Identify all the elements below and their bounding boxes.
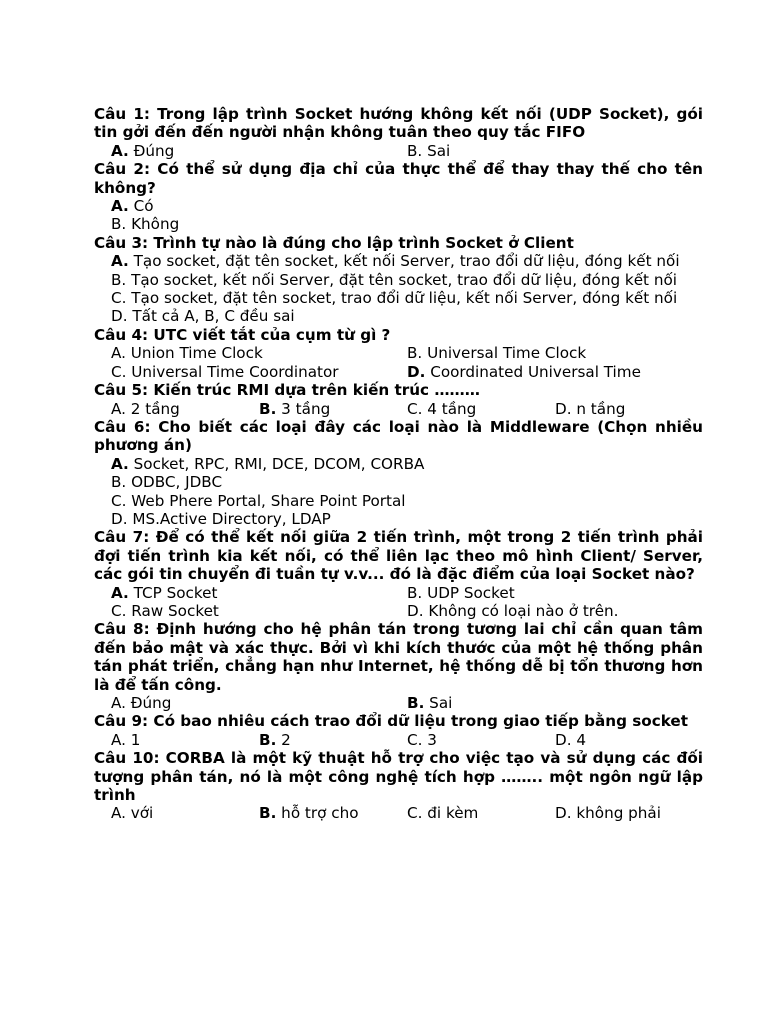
option-q9-d [555, 731, 703, 749]
option-letter: D. [111, 307, 128, 326]
option-text: Tạo socket, kết nối Server, đặt tên socket, trao đổi dữ liệu, đóng kết nối [126, 270, 677, 289]
option-text: Raw Socket [126, 601, 219, 620]
options-row [94, 694, 703, 712]
option-text: hỗ trợ cho [276, 804, 359, 823]
option-text: Universal Time Coordinator [126, 362, 339, 381]
option-letter: A. [111, 454, 129, 473]
option-q8-a [111, 694, 407, 712]
option-q9-c [407, 731, 555, 749]
option-q5-d [555, 400, 703, 418]
question-6 [94, 418, 703, 528]
option-q9-a [111, 731, 259, 749]
option-text: 3 [422, 730, 437, 749]
option-text: Đúng [128, 141, 175, 160]
option-text: 4 tầng [422, 399, 477, 418]
question-8 [94, 620, 703, 712]
options-row [94, 142, 703, 160]
option-text: n tầng [571, 399, 626, 418]
option-letter: D. [555, 399, 572, 418]
options-row [94, 804, 703, 822]
option-letter: D. [555, 730, 572, 749]
option-q7-c [111, 602, 407, 620]
option-letter: C. [111, 289, 127, 308]
option-text: 1 [125, 730, 141, 749]
question-title: Câu 1: Trong lập trình Socket hướng không kết nối (UDP Socket), gói tin gởi đến đến người nhận không tuân theo quy tắc FIFO [94, 105, 703, 142]
option-text: với [125, 804, 154, 823]
options-row [94, 602, 703, 620]
option-q3-d [94, 307, 703, 325]
option-q5-c [407, 400, 555, 418]
option-q10-c [407, 804, 555, 822]
option-text: Sai [424, 694, 453, 712]
option-text: 4 [571, 730, 587, 749]
option-letter: D. [111, 509, 128, 528]
option-letter: B. [259, 730, 277, 749]
option-text: 2 tầng [125, 399, 180, 418]
question-2 [94, 160, 703, 234]
option-letter: B. [111, 473, 127, 492]
question-5 [94, 381, 703, 418]
option-letter: A. [111, 399, 126, 418]
option-text: Socket, RPC, RMI, DCE, DCOM, CORBA [128, 454, 425, 473]
option-letter: A. [111, 252, 129, 271]
option-text: Tạo socket, đặt tên socket, kết nối Server, trao đổi dữ liệu, đóng kết nối [128, 252, 680, 271]
options-row [94, 400, 703, 418]
option-text: Không [126, 215, 180, 234]
option-letter: C. [407, 730, 423, 749]
option-letter: B. [407, 344, 423, 363]
option-letter: A. [111, 344, 126, 363]
option-text: Không có loại nào ở trên. [423, 601, 619, 620]
option-q3-c [94, 289, 703, 307]
question-3 [94, 234, 703, 326]
option-text: Union Time Clock [125, 344, 263, 363]
option-letter: D. [407, 362, 426, 381]
option-letter: A. [111, 197, 129, 216]
option-letter: D. [407, 601, 424, 620]
question-7 [94, 528, 703, 620]
option-text: TCP Socket [128, 583, 218, 602]
option-q4-a [111, 344, 407, 362]
options-row [94, 731, 703, 749]
option-q6-a [94, 455, 703, 473]
question-title: Câu 9: Có bao nhiêu cách trao đổi dữ liệu trong giao tiếp bằng socket [94, 712, 688, 731]
question-9 [94, 712, 703, 749]
option-letter: B. [259, 804, 277, 823]
option-text: Universal Time Clock [422, 344, 587, 363]
option-text: 2 [276, 730, 291, 749]
question-title: Câu 10: CORBA là một kỹ thuật hỗ trợ cho việc tạo và sử dụng các đối tượng phân tán, nó là một công nghệ tích hợp …….. một ngôn ngữ lập trình [94, 749, 703, 805]
option-text: MS.Active Directory, LDAP [127, 509, 331, 528]
option-q7-b [407, 584, 703, 602]
option-q10-b [259, 804, 407, 822]
option-letter: A. [111, 583, 129, 602]
option-text: đi kèm [422, 804, 479, 823]
question-10 [94, 749, 703, 823]
option-text: Sai [422, 141, 451, 160]
question-4 [94, 326, 703, 381]
options-row [94, 584, 703, 602]
option-q2-b [94, 215, 703, 233]
option-q5-b [259, 400, 407, 418]
option-letter: B. [407, 583, 423, 602]
option-text: Coordinated Universal Time [425, 362, 641, 381]
option-letter: C. [111, 601, 127, 620]
options-row [94, 363, 703, 381]
option-q2-a [94, 197, 703, 215]
option-text: ODBC, JDBC [126, 473, 223, 492]
option-letter: C. [111, 362, 127, 381]
option-q6-b [94, 473, 703, 491]
option-q1-a [111, 142, 407, 160]
question-title: Câu 5: Kiến trúc RMI dựa trên kiến trúc ……… [94, 381, 480, 400]
option-letter: C. [407, 399, 423, 418]
option-text: Tất cả A, B, C đều sai [127, 307, 295, 326]
option-q9-b [259, 731, 407, 749]
options-row [94, 344, 703, 362]
option-q6-d [94, 510, 703, 528]
option-q3-b [94, 271, 703, 289]
option-q5-a [111, 400, 259, 418]
option-letter: B. [407, 694, 425, 712]
option-letter: B. [407, 141, 423, 160]
option-q6-c [94, 492, 703, 510]
option-letter: A. [111, 730, 126, 749]
option-letter: C. [111, 491, 127, 510]
question-title: Câu 2: Có thể sử dụng địa chỉ của thực thể để thay thay thế cho tên không? [94, 160, 703, 197]
option-q7-a [111, 584, 407, 602]
option-text: không phải [571, 804, 661, 823]
option-letter: B. [111, 270, 127, 289]
option-q7-d [407, 602, 703, 620]
option-letter: A. [111, 141, 129, 160]
option-letter: B. [259, 399, 277, 418]
option-letter: A. [111, 804, 126, 823]
option-text: UDP Socket [422, 583, 515, 602]
option-q8-b [407, 694, 703, 712]
option-text: Tạo socket, đặt tên socket, trao đổi dữ liệu, kết nối Server, đóng kết nối [126, 289, 678, 308]
question-title: Câu 4: UTC viết tắt của cụm từ gì ? [94, 325, 391, 344]
option-letter: C. [407, 804, 423, 823]
option-text: Đúng [125, 694, 172, 712]
option-q10-a [111, 804, 259, 822]
option-text: Web Phere Portal, Share Point Portal [126, 491, 406, 510]
option-q10-d [555, 804, 703, 822]
question-1 [94, 105, 703, 160]
option-q4-b [407, 344, 703, 362]
option-letter: B. [111, 215, 127, 234]
option-text: 3 tầng [276, 399, 331, 418]
option-letter: A. [111, 694, 126, 712]
question-title: Câu 6: Cho biết các loại đây các loại nào là Middleware (Chọn nhiều phương án) [94, 417, 703, 455]
option-letter: D. [555, 804, 572, 823]
option-q1-b [407, 142, 703, 160]
option-q4-d [407, 363, 703, 381]
option-q4-c [111, 363, 407, 381]
option-text: Có [128, 197, 154, 216]
question-title: Câu 7: Để có thể kết nối giữa 2 tiến trình, một trong 2 tiến trình phải đợi tiến trình kia kết nối, có thể liên lạc theo mô hình Client/ Server, các gói tin chuyển đi tuần tự v.v... đó là đặc điểm của loại Socket nào? [94, 528, 703, 584]
option-q3-a [94, 252, 703, 270]
question-title: Câu 8: Định hướng cho hệ phân tán trong tương lai chỉ cần quan tâm đến bảo mật và xác thực. Bởi vì khi kích thước của một hệ thống phân tán phát triển, chẳng hạn như Internet, hệ thống dễ bị tổn thương hơn là để tấn công. [94, 620, 703, 694]
question-title: Câu 3: Trình tự nào là đúng cho lập trình Socket ở Client [94, 233, 574, 252]
